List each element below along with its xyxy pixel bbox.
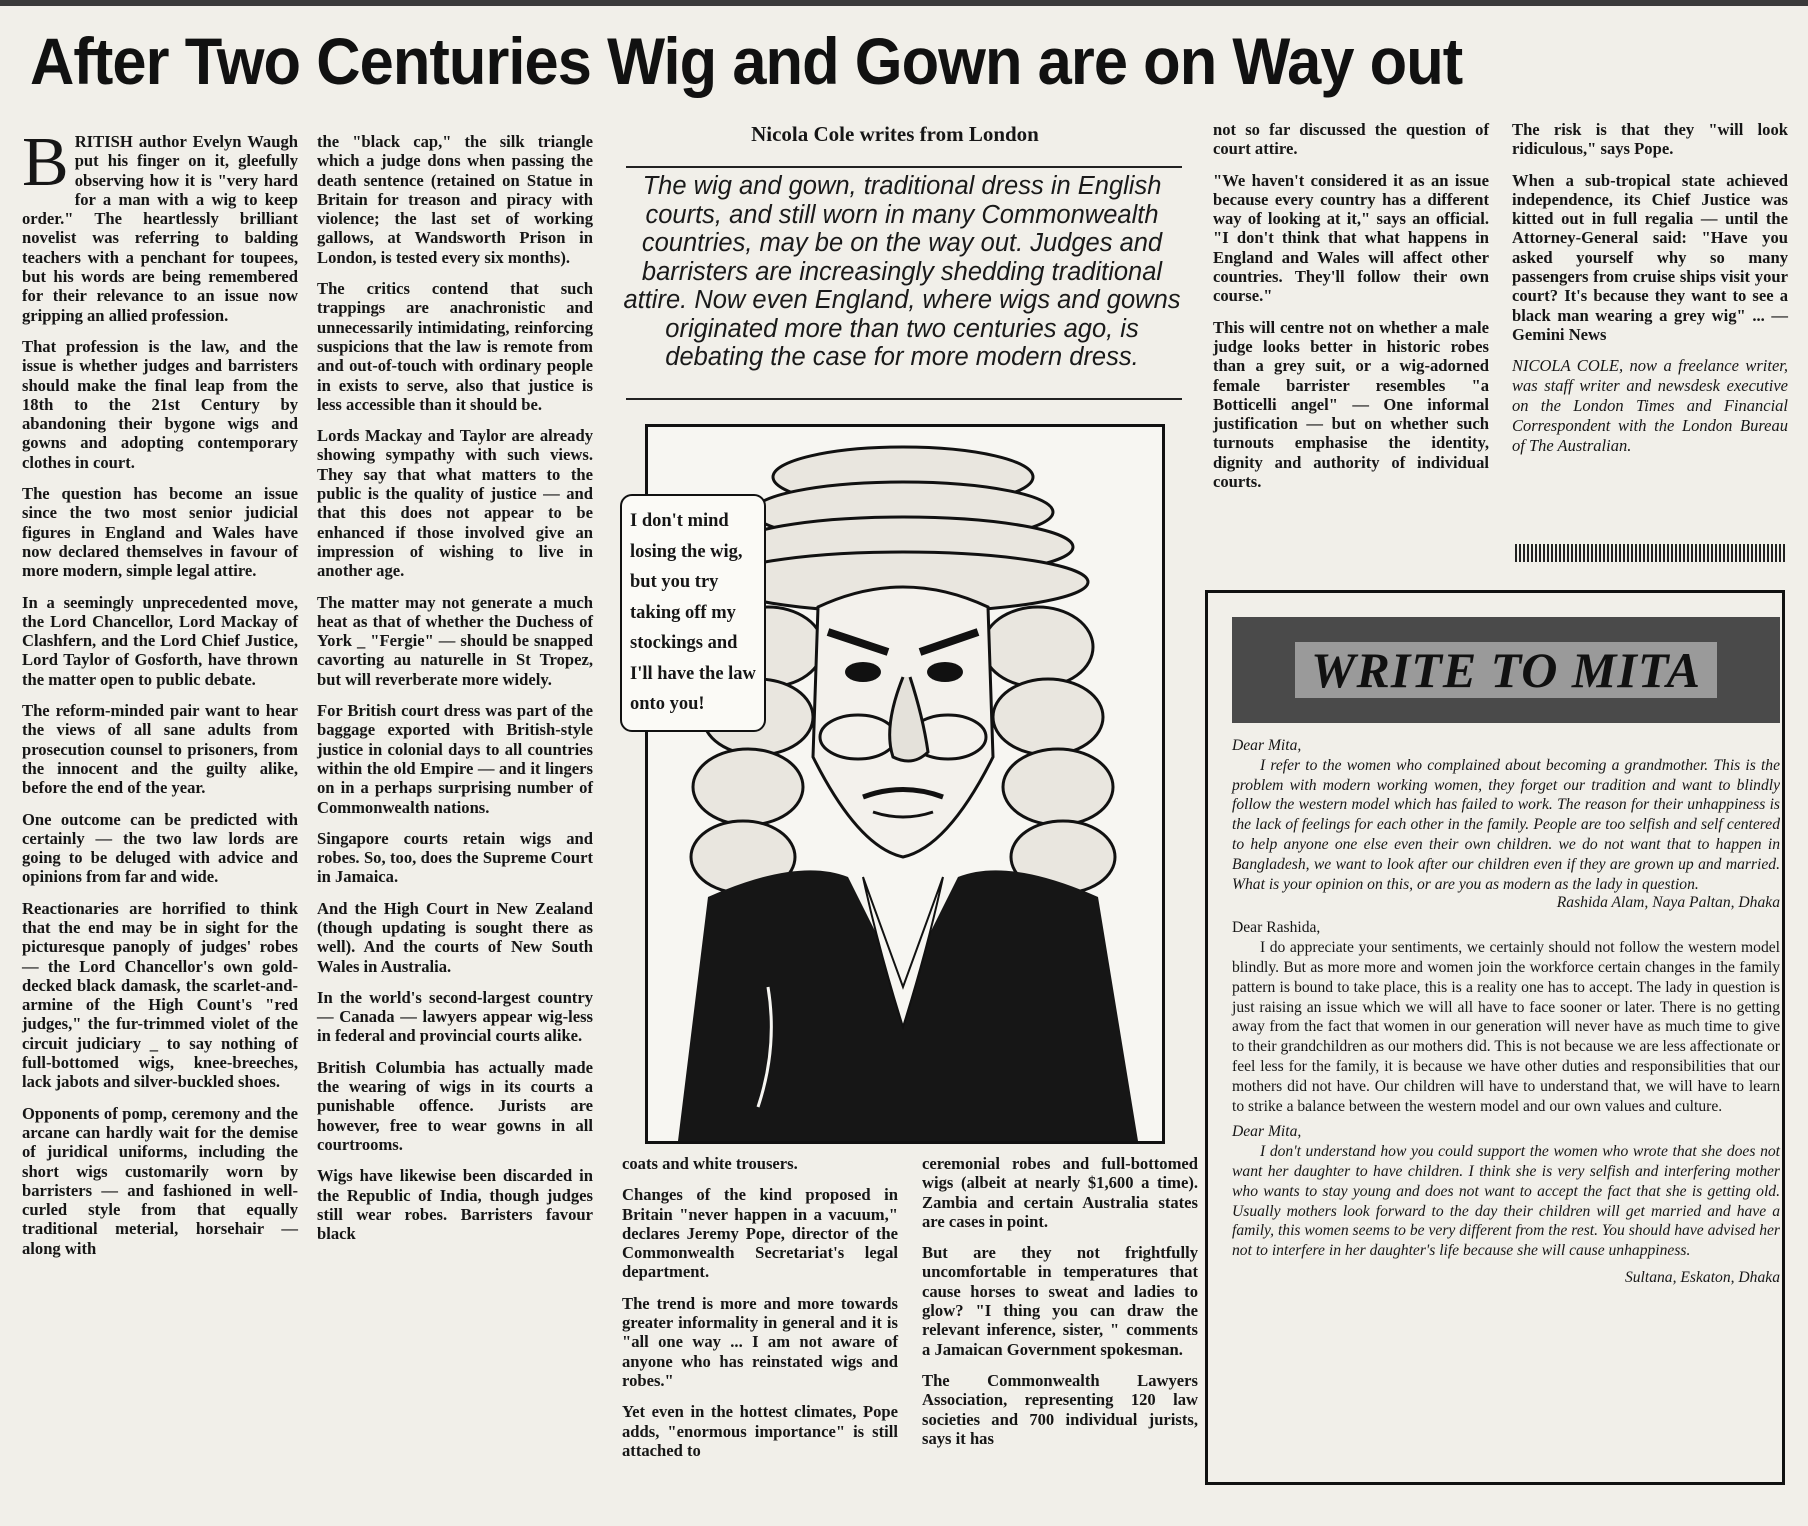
article-column-4 [922, 1154, 1198, 1460]
letter-signature: Sultana, Eskaton, Dhaka [1624, 1268, 1780, 1286]
paragraph-text: RITISH author Evelyn Waugh put his finger on it, gleefully observing how it is "very hard for a man with a wig to keep order." The heartlessly brilliant novelist was referring to balding teachers with a penchant for toupees, but his words are being remembered for their relevance to an issue now gripping an allied profession. [22, 132, 298, 325]
article-column-5 [1213, 120, 1489, 503]
paragraph: And the High Court in New Zealand (though updating is sought there as well). And the courts of New South Wales in Australia. [317, 898, 593, 976]
paragraph: The risk is that they "will look ridiculous," says Pope. [1512, 120, 1788, 159]
speech-bubble: I don't mind losing the wig, but you try taking off my stockings and I'll have the law onto you! [620, 494, 766, 732]
article-column-3 [622, 1154, 898, 1472]
paragraph: When a sub-tropical state achieved independence, its Chief Justice was kitted out in full regalia — until the Attorney-General said: "Have you asked yourself why so many passengers from cruise ships visit your court? It's because they want to see a black man wearing a grey wig" ... — Gemini News [1512, 170, 1788, 344]
headline: After Two Centuries Wig and Gown are on Way out [30, 24, 1463, 98]
paragraph: Yet even in the hottest climates, Pope adds, "enormous importance" is still attached to [622, 1402, 898, 1460]
letter-salutation: Dear Mita, [1232, 737, 1302, 754]
paragraph: the "black cap," the silk triangle which a judge dons when passing the death sentence (retained on Statue in Britain for treason and piracy with violence; the last set of working gallows, at Wandsworth Prison in London, is tested every six months). [317, 132, 593, 267]
paragraph: Changes of the kind proposed in Britain "never happen in a vacuum," declares Jeremy Pope, director of the Commonwealth Secretariat's legal department. [622, 1185, 898, 1282]
deck-top-rule [626, 166, 1182, 168]
article-column-6 [1512, 120, 1788, 468]
drop-cap: B [22, 124, 69, 201]
paragraph: Lords Mackay and Taylor are already showing sympathy with such views. They say that what matters to the public is the quality of justice — and that this does not appear to be enhanced if those involved give an impression of wishing to live in another age. [317, 426, 593, 581]
paragraph: But are they not frightfully uncomfortable in temperatures that cause horses to sweat and ladies to glow? "I thing you can draw the relevant inference, sister, " comments a Jamaican Government spokesman. [922, 1243, 1198, 1359]
paragraph: In the world's second-largest country — Canada — lawyers appear wig-less in federal and provincial courts alike. [317, 987, 593, 1046]
paragraph: The critics contend that such trappings are anachronistic and unnecessarily intimidating, reinforcing suspicions that the law is remote from and out-of-touch with ordinary people in exists to serve, also that justice is less accessible than it should be. [317, 279, 593, 414]
paragraph: The Commonwealth Lawyers Association, representing 120 law societies and 700 individual jurists, says it has [922, 1370, 1198, 1448]
letter-body: I refer to the women who complained about becoming a grandmother. This is the problem with modern working women, they forget our tradition and want to blindly follow the western model which has failed to work. The reason for their unhappiness is the lack of feelings for each other in the family. People are too selfish and self centered to help anyone one else even their own children. we do not want that to happen in Bangladesh, we want to look after our children even if they are grown up and married. What is your opinion on this, or are you as modern as the lady in question. [1232, 756, 1780, 893]
paragraph: "We haven't considered it as an issue because every country has a different way of looking at it," says an official. "I don't think that what happens in England and Wales will affect other countries. They'll follow their own course." [1213, 170, 1489, 306]
mita-title-text: WRITE TO MITA [1295, 642, 1717, 698]
paragraph: coats and white trousers. [622, 1154, 798, 1173]
paragraph: For British court dress was part of the baggage exported with British-style justice in colonial days to all countries within the old Empire — and it lingers on in a perhaps surprising number of Commonwealth nations. [317, 701, 593, 817]
paragraph: The question has become an issue since the two most senior judicial figures in England and Wales have now declared themselves in favour of more modern, simple legal attire. [22, 484, 298, 581]
reply-salutation: Dear Rashida, [1232, 919, 1321, 937]
top-rule [0, 0, 1808, 6]
paragraph: British Columbia has actually made the wearing of wigs in its courts a punishable offence. Jurists are however, free to wear gowns in all courtrooms. [317, 1057, 593, 1154]
mita-letters [1232, 736, 1780, 1287]
byline: Nicola Cole writes from London [751, 122, 1039, 146]
letter-salutation: Dear Mita, [1232, 1123, 1302, 1141]
column-end-hatch [1515, 544, 1785, 562]
deck-text: The wig and gown, traditional dress in English courts, and still worn in many Commonwealth countries, may be on the way out. Judges and barristers are increasingly shedding traditional attire. Now even England, where wigs and gowns originated more than two centuries ago, is debating the case for more modern dress. [623, 172, 1181, 371]
paragraph: One outcome can be predicted with certainly — the two law lords are going to be deluged with advice and opinions from far and wide. [22, 809, 298, 887]
letter-signature: Rashida Alam, Naya Paltan, Dhaka [1556, 894, 1780, 912]
paragraph: The reform-minded pair want to hear the views of all sane adults from prosecution counsel to prisoners, from the innocent and the guilty alike, before the end of the year. [22, 701, 298, 798]
paragraph: Singapore courts retain wigs and robes. So, too, does the Supreme Court in Jamaica. [317, 828, 593, 887]
reply-body: I do appreciate your sentiments, we certainly should not follow the western model blindly. But as more more and women join the workforce certain changes in the family pattern is bound to take place, this is a reality one has to accept. The lady in question is just raising an issue which we will all have to face sooner or later. There is no getting away from the fact that women in our generation will never have as much time to give to their grandchildren as our mothers did. This is not because we are less affectionate or feel less for the family, it is because we have other duties and responsibilities that our mothers did not have. Our children will have to understand that, we will have to learn to strike a balance between the western model and our own values and culture. [1232, 939, 1780, 1115]
author-note: NICOLA COLE, now a freelance writer, was staff writer and newsdesk executive on the London Times and Financial Correspondent with the London Bureau of The Australian. [1512, 356, 1788, 456]
paragraph [22, 124, 298, 325]
paragraph: Reactionaries are horrified to think that the end may be in sight for the picturesque panoply of judges' robes — the Lord Chancellor's own gold-decked black damask, the scarlet-and-armine of the High Count's "red judges," the fur-trimmed violet of the circuit judiciary _ to say nothing of full-bottomed wigs, knee-breeches, lack jabots and silver-buckled shoes. [22, 898, 298, 1092]
article-column-1 [22, 124, 298, 1270]
paragraph: Opponents of pomp, ceremony and the arcane can hardly wait for the demise of juridical uniforms, including the short wigs customarily worn by barristers — and fashioned in well-curled style from that equally traditional meterial, horsehair — along with [22, 1103, 298, 1258]
deck-bottom-rule [626, 398, 1182, 400]
paragraph: That profession is the law, and the issue is whether judges and barristers should make the final leap from the 18th to the 21st Century by abandoning their bygone wigs and gowns and adopting contemporary clothes in court. [22, 336, 298, 472]
paragraph: not so far discussed the question of court attire. [1213, 120, 1489, 159]
letter-body: I don't understand how you could support the women who wrote that she does not want her daughter to have children. I think she is very selfish and interfering mother who wants to stay young and does not want to accept the fact that she is getting old. Usually mothers look forward to the day their children will get married and have a family, this women seems to be very different from the rest. You should have advised her not to interfere in her daughter's life because she will cause unhappiness. [1232, 1143, 1780, 1260]
paragraph: Wigs have likewise been discarded in the Republic of India, though judges still wear robes. Barristers favour black [317, 1166, 593, 1244]
article-column-2 [317, 132, 593, 1255]
paragraph: In a seemingly unprecedented move, the Lord Chancellor, Lord Mackay of Clashfern, and the Lord Chief Justice, Lord Taylor of Gosforth, have thrown the matter open to public debate. [22, 592, 298, 689]
paragraph: This will centre not on whether a male judge looks better in historic robes than a grey suit, or a wig-adorned female barrister resembles "a Botticelli angel" — One informal justification — but on whether such turnouts emphasise the identity, dignity and authority of individual courts. [1213, 317, 1489, 492]
paragraph: The matter may not generate a much heat as that of whether the Duchess of York _ "Fergie" — should be snapped cavorting au naturelle in St Tropez, but will reverberate more widely. [317, 592, 593, 689]
mita-title [1232, 617, 1780, 723]
paragraph: The trend is more and more towards greater informality in general and it is "all one way ... I am not aware of anyone who has reinstated wigs and robes." [622, 1293, 898, 1390]
paragraph: ceremonial robes and full-bottomed wigs (albeit at nearly $1,600 a time). Zambia and certain Australia states are cases in point. [922, 1154, 1198, 1231]
